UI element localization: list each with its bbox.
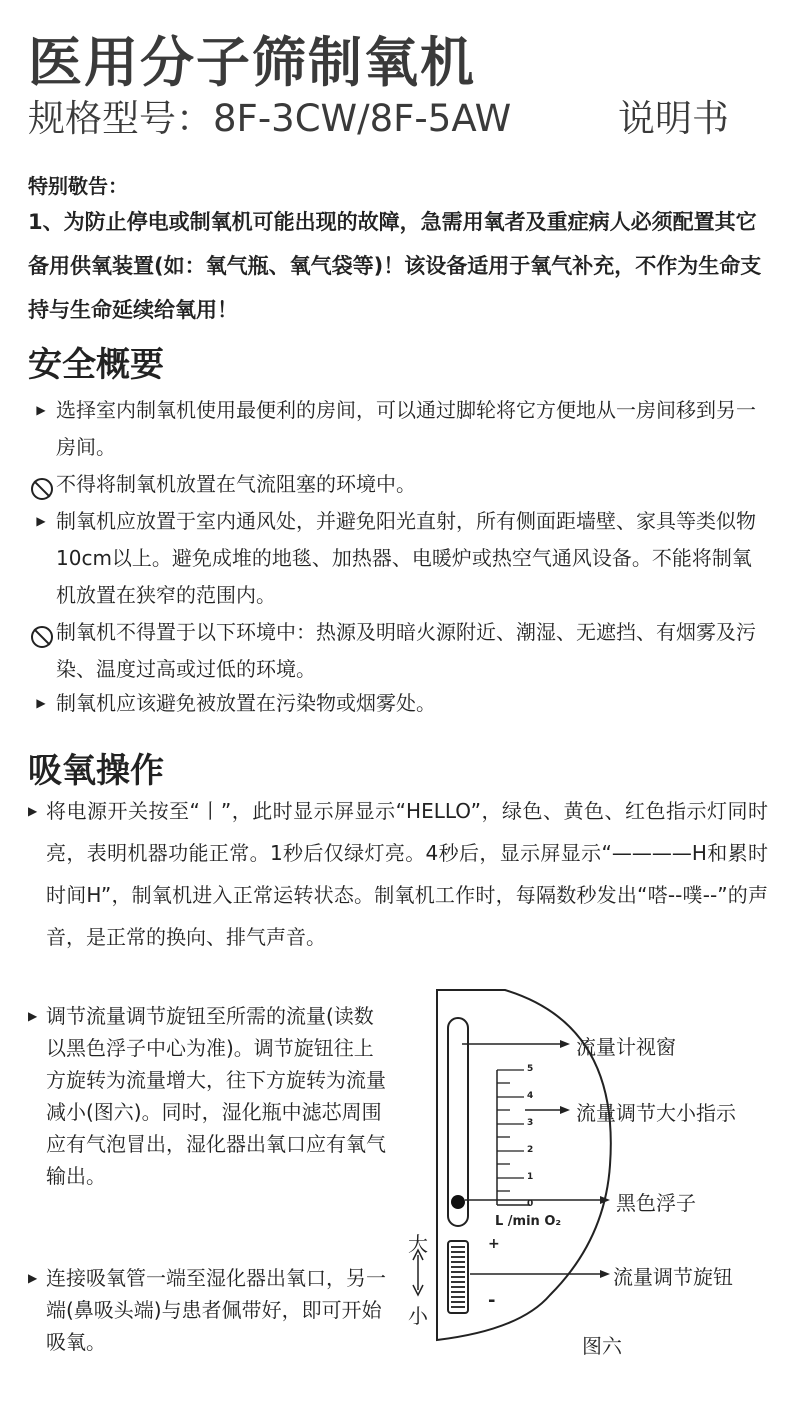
label-black-float: 黑色浮子 bbox=[616, 1191, 696, 1215]
safety-item-5 bbox=[28, 685, 768, 722]
plus-sign: + bbox=[488, 1236, 500, 1252]
flow-window bbox=[448, 1018, 468, 1226]
figure-caption: 图六 bbox=[582, 1334, 622, 1358]
scale-label: 0 bbox=[527, 1199, 534, 1209]
safety-item-2 bbox=[28, 466, 768, 503]
safety-item-1 bbox=[28, 392, 768, 466]
operation-paragraph-2 bbox=[28, 1000, 388, 1192]
model-number: 规格型号：8F-3CW/8F-5AW bbox=[28, 97, 512, 140]
triangle-bullet-icon: ▶ bbox=[28, 804, 38, 818]
safety-item-text: 选择室内制氧机使用最便利的房间，可以通过脚轮将它方便地从一房间移到另一房间。 bbox=[56, 398, 756, 459]
operation-paragraph-3 bbox=[28, 1262, 388, 1358]
safety-item-text: 制氧机不得置于以下环境中：热源及明暗火源附近、潮湿、无遮挡、有烟雾及污染、温度过高或过低的环境。 bbox=[56, 620, 756, 681]
scale-ticks bbox=[497, 1070, 524, 1191]
minus-sign: - bbox=[488, 1290, 496, 1311]
safety-item-text: 不得将制氧机放置在气流阻塞的环境中。 bbox=[56, 472, 416, 496]
small-label: 小 bbox=[408, 1304, 428, 1328]
operation-text: 调节流量调节旋钮至所需的流量(读数以黑色浮子中心为准)。调节旋钮往上方旋转为流量增大，往下方旋转为流量减小(图六)。同时，湿化瓶中滤芯周围应有气泡冒出，湿化器出氧口应有氧气输出。 bbox=[46, 1004, 386, 1188]
triangle-bullet-icon: ▶ bbox=[36, 696, 46, 710]
safety-item-3 bbox=[28, 503, 768, 614]
scale-label: 4 bbox=[527, 1091, 534, 1101]
scale-label: 2 bbox=[527, 1145, 534, 1155]
unit-label: L /min O₂ bbox=[495, 1214, 562, 1229]
model-line bbox=[28, 88, 729, 142]
black-float-icon bbox=[451, 1195, 465, 1209]
safety-item-text: 制氧机应该避免被放置在污染物或烟雾处。 bbox=[56, 691, 436, 715]
operation-title: 吸氧操作 bbox=[28, 751, 164, 791]
triangle-bullet-icon: ▶ bbox=[36, 403, 46, 417]
scale-label: 5 bbox=[527, 1064, 534, 1074]
prohibited-icon bbox=[28, 466, 54, 503]
scale-label: 1 bbox=[527, 1172, 534, 1182]
doc-type: 说明书 bbox=[618, 97, 729, 140]
label-flow-knob: 流量调节旋钮 bbox=[613, 1265, 733, 1289]
warning-heading: 特别敬告： bbox=[28, 174, 128, 198]
prohibited-icon bbox=[28, 614, 54, 651]
document-title: 医用分子筛制氧机 bbox=[28, 31, 476, 94]
triangle-bullet-icon: ▶ bbox=[28, 1009, 38, 1023]
safety-item-text: 制氧机应放置于室内通风处，并避免阳光直射，所有侧面距墙壁、家具等类似物10cm以上。避免成堆的地毯、加热器、电暖炉或热空气通风设备。不能将制氧机放置在狭窄的范围内。 bbox=[56, 509, 756, 607]
triangle-bullet-icon: ▶ bbox=[28, 1271, 38, 1285]
big-label: 大 bbox=[408, 1232, 428, 1256]
scale-label: 3 bbox=[527, 1118, 534, 1128]
triangle-bullet-icon: ▶ bbox=[36, 514, 46, 528]
warning-body: 1、为防止停电或制氧机可能出现的故障，急需用氧者及重症病人必须配置其它备用供氧装置(如：氧气瓶、氧气袋等)！该设备适用于氧气补充，不作为生命支持与生命延续给氧用！ bbox=[28, 210, 762, 322]
safety-title: 安全概要 bbox=[28, 345, 164, 385]
operation-text: 连接吸氧管一端至湿化器出氧口，另一端(鼻吸头端)与患者佩带好，即可开始吸氧。 bbox=[46, 1266, 386, 1354]
operation-text: 将电源开关按至“丨”，此时显示屏显示“HELLO”，绿色、黄色、红色指示灯同时亮，表明机器功能正常。1秒后仅绿灯亮。4秒后，显示屏显示“————H和累时时间H”，制氧机进入正常运转状态。制氧机工作时，每隔数秒发出“嗒--噗--”的声音，是正常的换向、排气声音。 bbox=[46, 799, 768, 949]
label-flow-indicator: 流量调节大小指示 bbox=[576, 1101, 736, 1125]
safety-item-4 bbox=[28, 614, 768, 688]
label-flow-window: 流量计视窗 bbox=[576, 1035, 676, 1059]
operation-paragraph-1 bbox=[28, 790, 768, 958]
